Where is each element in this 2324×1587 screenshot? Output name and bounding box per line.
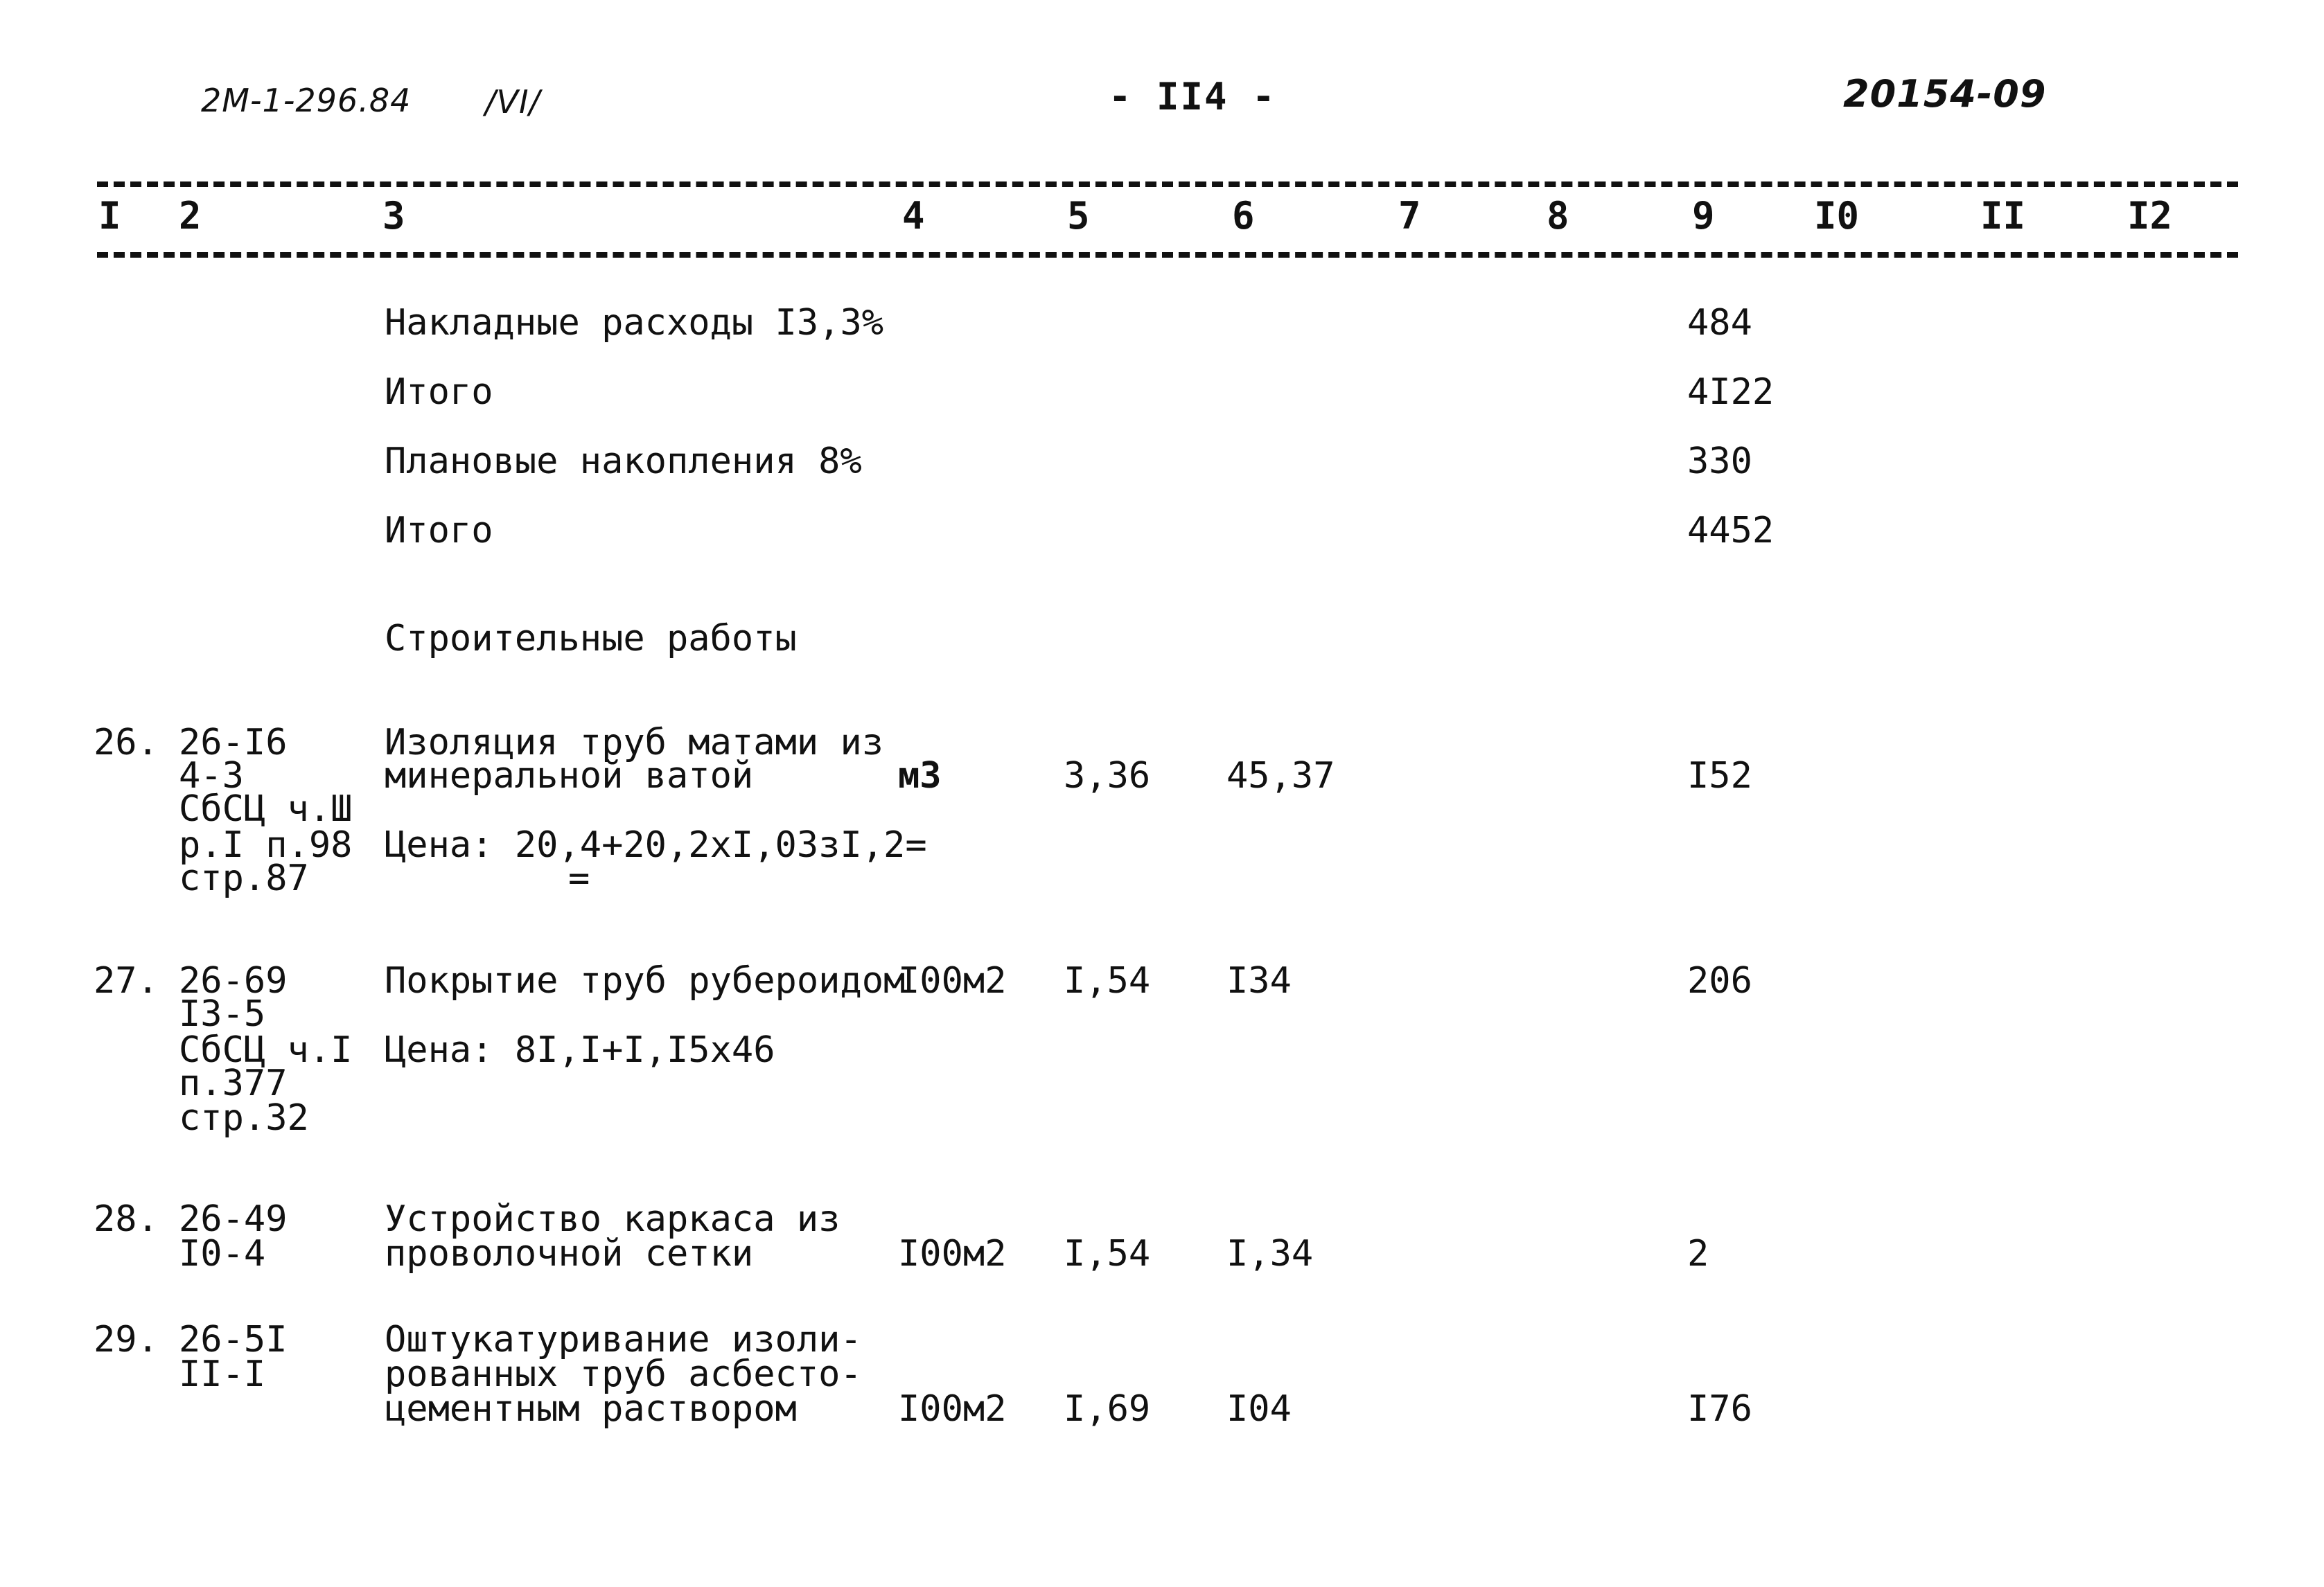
description-line: Оштукатуривание изоли- — [385, 1319, 862, 1360]
unit-value: I00м2 — [898, 960, 1007, 1002]
code-line: I3-5 — [179, 993, 266, 1035]
code-line: 26-I6 — [179, 722, 288, 763]
row-number: 29. — [94, 1319, 159, 1360]
unit-value: I00м2 — [898, 1233, 1007, 1275]
description-line: цементным раствором — [385, 1388, 797, 1430]
column-header: I — [98, 194, 121, 238]
price-value: I34 — [1226, 960, 1292, 1002]
code-line: 26-49 — [179, 1198, 288, 1240]
code-line: СбСЦ ч.I — [179, 1029, 353, 1071]
total-value: I76 — [1687, 1388, 1752, 1430]
code-line: СбСЦ ч.Ш — [179, 788, 353, 830]
code-line: 26-5I — [179, 1319, 288, 1360]
document-code: 2M-1-296.84 — [201, 82, 412, 119]
quantity-value: I,54 — [1064, 1233, 1151, 1275]
code-line: 26-69 — [179, 960, 288, 1002]
total-value: 206 — [1687, 960, 1752, 1002]
summary-value: 484 — [1687, 302, 1752, 344]
code-line: стр.32 — [179, 1097, 309, 1139]
price-formula-line: Цена: 20,4+20,2xI,03зI,2= — [385, 824, 927, 866]
column-header: 5 — [1067, 194, 1090, 238]
column-header: 2 — [179, 194, 202, 238]
total-value: 2 — [1687, 1233, 1709, 1275]
price-formula-line: Цена: 8I,I+I,I5x46 — [385, 1029, 775, 1071]
page-number: - II4 - — [1109, 75, 1276, 118]
code-line: п.377 — [179, 1063, 288, 1104]
unit-value: I00м2 — [898, 1388, 1007, 1430]
summary-label: Накладные расходы I3,3% — [385, 302, 884, 344]
price-value: I04 — [1226, 1388, 1292, 1430]
code-line: 4-3 — [179, 755, 244, 797]
column-header: I2 — [2127, 194, 2173, 238]
row-number: 28. — [94, 1198, 159, 1240]
unit-value: м3 — [898, 755, 942, 797]
summary-value: 330 — [1687, 441, 1752, 482]
summary-value: 4I22 — [1687, 371, 1775, 413]
code-line: I0-4 — [179, 1233, 266, 1275]
description-line: проволочной сетки — [385, 1233, 754, 1275]
sheet-code: 20154-09 — [1843, 72, 2047, 116]
price-value: I,34 — [1226, 1233, 1314, 1275]
column-header: 3 — [382, 194, 405, 238]
code-line: II-I — [179, 1354, 266, 1395]
summary-value: 4452 — [1687, 510, 1775, 551]
total-value: I52 — [1687, 755, 1752, 797]
header-top-rule — [97, 181, 2238, 187]
row-number: 26. — [94, 722, 159, 763]
description-line: минеральной ватой — [385, 755, 754, 797]
price-formula-line: = — [568, 858, 590, 899]
code-line: р.I п.98 — [179, 824, 353, 866]
description-line: Устройство каркаса из — [385, 1198, 840, 1240]
document-part: /VI/ — [485, 83, 541, 121]
row-number: 27. — [94, 960, 159, 1002]
quantity-value: 3,36 — [1064, 755, 1151, 797]
code-line: стр.87 — [179, 858, 309, 899]
summary-label: Итого — [385, 371, 493, 413]
column-header: I0 — [1814, 194, 1860, 238]
header-bottom-rule — [97, 252, 2238, 258]
quantity-value: I,69 — [1064, 1388, 1151, 1430]
summary-label: Плановые накопления 8% — [385, 441, 862, 482]
column-header: II — [1980, 194, 2026, 238]
description-line: Изоляция труб матами из — [385, 722, 884, 763]
column-header: 7 — [1398, 194, 1421, 238]
summary-label: Итого — [385, 510, 493, 551]
column-header: 8 — [1547, 194, 1569, 238]
column-header: 4 — [902, 194, 925, 238]
column-header: 6 — [1232, 194, 1255, 238]
column-header: 9 — [1692, 194, 1715, 238]
description-line: рованных труб асбесто- — [385, 1354, 862, 1395]
quantity-value: I,54 — [1064, 960, 1151, 1002]
description-line: Покрытие труб рубероидом — [385, 960, 906, 1002]
section-title: Строительные работы — [385, 618, 797, 659]
price-value: 45,37 — [1226, 755, 1335, 797]
